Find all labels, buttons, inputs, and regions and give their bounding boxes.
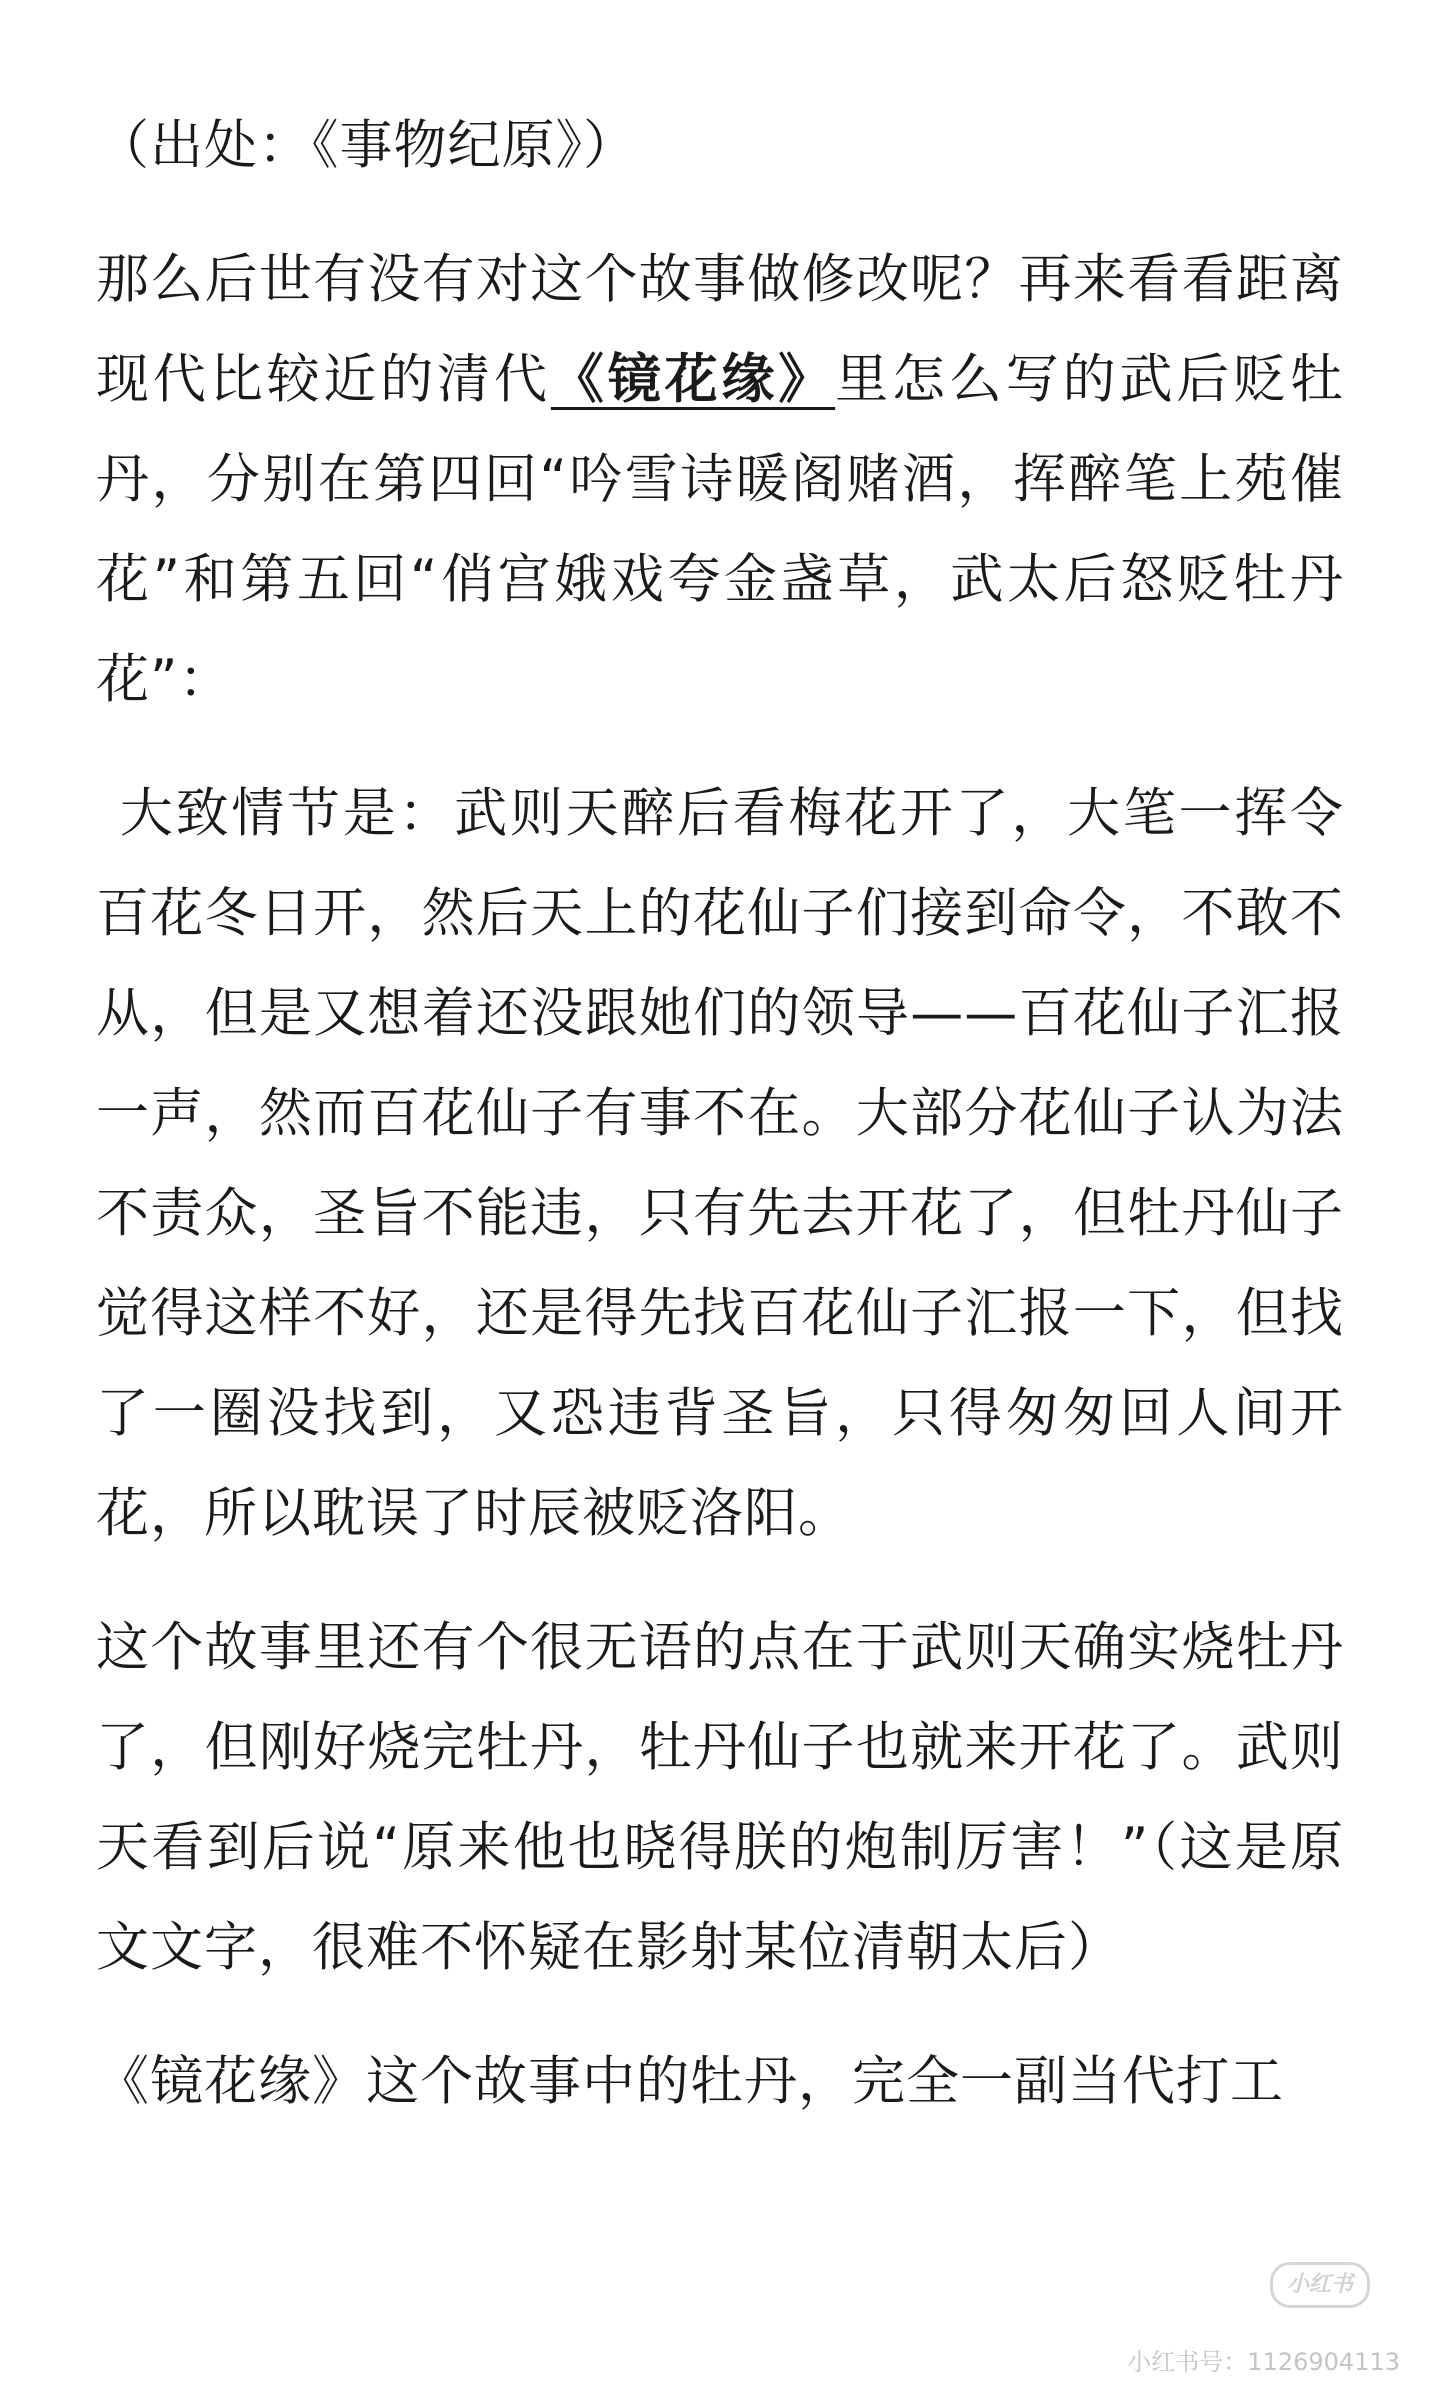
watermark-logo: 小红书 [1270,2262,1370,2308]
paragraph-commentary: 这个故事里还有个很无语的点在于武则天确实烧牡丹了，但刚好烧完牡丹，牡丹仙子也就来开花了。武则天看到后说“原来他也晓得朕的炮制厉害！”（这是原文文字，很难不怀疑在影射某位清朝太后） [96,1617,1344,1978]
watermark-account-id: 小红书号：1126904113 [1127,2348,1400,2376]
paragraph-intro-text: 那么后世有没有对这个故事做修改呢？再来看看距离现代比较近的清代 [96,249,1344,410]
paragraph-plot-summary: 大致情节是：武则天醉后看梅花开了，大笔一挥令百花冬日开，然后天上的花仙子们接到命令，不敢不从，但是又想着还没跟她们的领导——百花仙子汇报一声，然而百花仙子有事不在。大部分花仙子认为法不责众，圣旨不能违，只有先去开花了，但牡丹仙子觉得这样不好，还是得先找百花仙子汇报一下，但找了一圈没找到，又恐违背圣旨，只得匆匆回人间开花，所以耽误了时辰被贬洛阳。 [96,783,1344,1544]
paragraph-intro [96,230,1344,730]
paragraph-cut-off: 《镜花缘》这个故事中的牡丹，完全一副当代打工 [96,2051,1284,2112]
article-body [96,96,1344,2166]
book-link-jinghuayuan[interactable]: 《镜花缘》 [550,349,836,410]
paragraph-intro-text-cont: 里怎么写的武后贬牡丹，分别在第四回“吟雪诗暖阁赌酒，挥醉笔上苑催花”和第五回“俏宫娥戏夸金盏草，武太后怒贬牡丹花”： [96,349,1345,710]
xiaohongshu-watermark [1040,2262,1400,2382]
source-note: （出处：《事物纪原》） [96,115,637,176]
